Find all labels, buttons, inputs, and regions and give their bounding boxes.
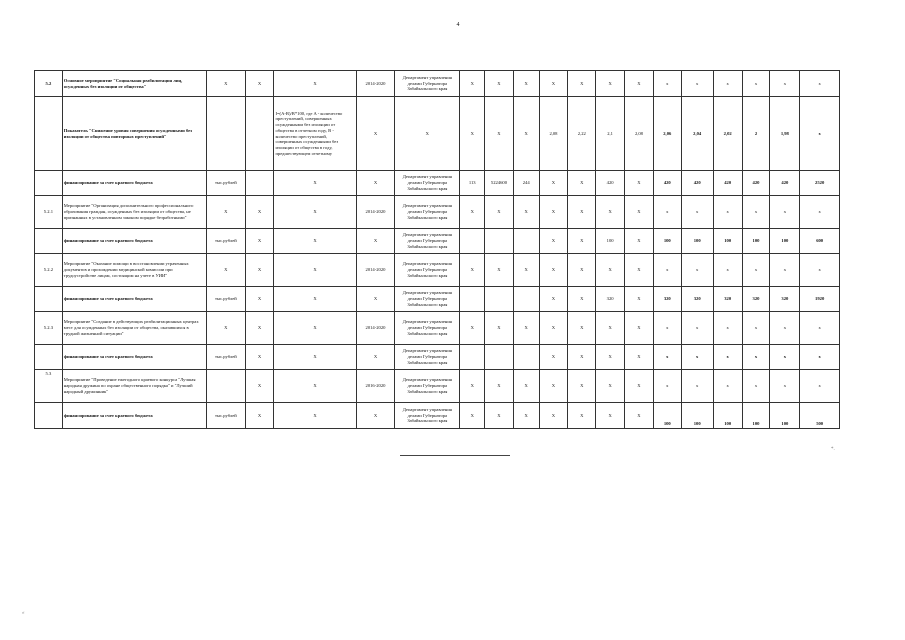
table-cell: X: [625, 370, 654, 403]
measure-row: [35, 196, 840, 229]
table-cell: 420: [770, 171, 800, 196]
table-cell: x: [713, 254, 742, 287]
table-cell: x: [800, 345, 840, 370]
table-cell: 320: [596, 287, 625, 312]
table-cell: 5.2.3: [35, 312, 63, 345]
table-cell: [513, 345, 539, 370]
table-cell: X: [356, 97, 394, 171]
table-cell: [207, 370, 245, 403]
table-cell: x: [653, 370, 681, 403]
table-cell: X: [539, 287, 568, 312]
table-cell: Департамент управления делами Губернатора Забайкальского края: [395, 345, 460, 370]
measure-row: [35, 254, 840, 287]
table-cell: тыс.рублей: [207, 345, 245, 370]
table-cell: тыс.рублей: [207, 229, 245, 254]
financing-row: [35, 287, 840, 312]
table-cell: X: [568, 254, 596, 287]
table-cell: X: [513, 370, 539, 403]
table-cell: X: [245, 287, 274, 312]
table-cell: Департамент управления делами Губернатора Забайкальского края: [395, 287, 460, 312]
table-cell: x: [653, 254, 681, 287]
table-cell: x: [681, 71, 713, 97]
table-cell: [460, 229, 485, 254]
table-cell: 100: [770, 229, 800, 254]
table-cell: 320: [742, 287, 770, 312]
table-cell: Департамент управления делами Губернатора Забайкальского края: [395, 196, 460, 229]
table-cell: X: [274, 287, 356, 312]
table-cell: x: [713, 312, 742, 345]
table-cell: [245, 97, 274, 171]
table-cell: 600: [800, 229, 840, 254]
table-cell: Мероприятие "Организация дополнительного профессионального образования граждан, осужденных без изоляции от общества, не признанных в установленном законом порядке безработными": [62, 196, 206, 229]
table-cell: X: [356, 171, 394, 196]
table-cell: X: [245, 345, 274, 370]
table-cell: 420: [596, 171, 625, 196]
table-cell: 2,06: [653, 97, 681, 171]
table-cell: X: [539, 71, 568, 97]
table-cell: x: [653, 345, 681, 370]
financing-row: [35, 403, 840, 429]
table-cell: 100: [653, 229, 681, 254]
table-cell: X: [207, 312, 245, 345]
table-cell: финансирование за счет краевого бюджета: [62, 229, 206, 254]
table-cell: 100: [770, 403, 800, 429]
table-cell: 5.2.2: [35, 254, 63, 287]
table-cell: X: [274, 71, 356, 97]
table-cell: [35, 403, 63, 429]
table-cell: X: [274, 312, 356, 345]
table-cell: x: [742, 345, 770, 370]
table-cell: X: [625, 71, 654, 97]
table-cell: X: [539, 229, 568, 254]
table-cell: [460, 287, 485, 312]
table-cell: 2520: [800, 171, 840, 196]
table-cell: 100: [681, 403, 713, 429]
table-cell: X: [539, 196, 568, 229]
table-cell: X: [245, 312, 274, 345]
table-cell: 5.2.1: [35, 196, 63, 229]
table-cell: 2,08: [625, 97, 654, 171]
corner-mark: *.: [831, 447, 835, 452]
table-cell: X: [539, 171, 568, 196]
table-cell: X: [274, 171, 356, 196]
table-cell: x: [681, 370, 713, 403]
table-cell: X: [539, 403, 568, 429]
table-cell: 2,1: [596, 97, 625, 171]
table-body: [35, 71, 840, 429]
table-cell: 1,98: [770, 97, 800, 171]
table-cell: X: [625, 312, 654, 345]
table-cell: финансирование за счет краевого бюджета: [62, 287, 206, 312]
table-cell: [513, 229, 539, 254]
table-cell: x: [800, 196, 840, 229]
table-cell: 113: [460, 171, 485, 196]
table-cell: X: [485, 312, 514, 345]
table-cell: x: [681, 196, 713, 229]
table-cell: X: [513, 312, 539, 345]
table-cell: X: [513, 71, 539, 97]
table-cell: x: [713, 345, 742, 370]
table-cell: x: [653, 71, 681, 97]
table-cell: Показатель "Снижение уровня совершения осужденными без изоляции от общества повторных преступлений": [62, 97, 206, 171]
table-cell: X: [596, 403, 625, 429]
table-cell: x: [742, 370, 770, 403]
table-cell: x: [653, 312, 681, 345]
table-cell: x: [681, 345, 713, 370]
table-cell: X: [568, 171, 596, 196]
table-cell: X: [539, 312, 568, 345]
table-cell: 320: [713, 287, 742, 312]
table-cell: X: [596, 345, 625, 370]
table-cell: X: [568, 403, 596, 429]
table-cell: x: [681, 312, 713, 345]
table-cell: I=(A-B)/B*100, где A - количество преступлений, совершенных осужденными без изоляции от общества в отчетном году, B - количество преступлений, совершенных осужденными без изоляции от общества в году, предшествующем отчетному: [274, 97, 356, 171]
financing-row: [35, 345, 840, 370]
table-cell: X: [274, 403, 356, 429]
table-cell: Департамент управления делами Губернатора Забайкальского края: [395, 370, 460, 403]
table-cell: тыс.рублей: [207, 403, 245, 429]
table-cell: X: [460, 97, 485, 171]
table-cell: 320: [770, 287, 800, 312]
table-cell: 100: [742, 403, 770, 429]
table-cell: [35, 287, 63, 312]
table-cell: X: [596, 370, 625, 403]
table-cell: X: [245, 254, 274, 287]
table-cell: 320: [653, 287, 681, 312]
table-cell: x: [800, 97, 840, 171]
table-cell: x: [742, 312, 770, 345]
table-cell: X: [485, 403, 514, 429]
table-cell: X: [356, 287, 394, 312]
table-cell: X: [460, 370, 485, 403]
table-cell: x: [800, 312, 840, 345]
table-cell: x: [713, 196, 742, 229]
table-cell: 500: [800, 403, 840, 429]
table-cell: x: [770, 312, 800, 345]
table-cell: финансирование за счет краевого бюджета: [62, 171, 206, 196]
table-cell: X: [460, 71, 485, 97]
table-cell: X: [568, 71, 596, 97]
table-cell: 2014-2020: [356, 196, 394, 229]
table-cell: Департамент управления делами Губернатора Забайкальского края: [395, 403, 460, 429]
table-cell: X: [625, 403, 654, 429]
signature-line: [400, 455, 510, 456]
table-cell: x: [770, 345, 800, 370]
table-cell: X: [460, 312, 485, 345]
table-cell: X: [568, 345, 596, 370]
table-cell: 420: [742, 171, 770, 196]
scan-mark: ᵃᶠ: [22, 612, 25, 617]
table-cell: 420: [653, 171, 681, 196]
table-cell: X: [539, 254, 568, 287]
table-cell: Департамент управления делами Губернатора Забайкальского края: [395, 254, 460, 287]
table-cell: X: [245, 370, 274, 403]
measure-row: [35, 312, 840, 345]
table-cell: 2,04: [681, 97, 713, 171]
table-cell: X: [596, 312, 625, 345]
table-cell: X: [625, 345, 654, 370]
table-cell: X: [539, 345, 568, 370]
financing-row: [35, 229, 840, 254]
table-cell: x: [713, 370, 742, 403]
table-cell: 100: [596, 229, 625, 254]
table-cell: 420: [681, 171, 713, 196]
table-cell: X: [356, 229, 394, 254]
table-cell: X: [207, 196, 245, 229]
table-cell: X: [485, 370, 514, 403]
table-cell: 320: [681, 287, 713, 312]
table-cell: [460, 345, 485, 370]
table-cell: 1920: [800, 287, 840, 312]
table-cell: X: [568, 229, 596, 254]
table-cell: X: [625, 254, 654, 287]
table-cell: 2014-2020: [356, 312, 394, 345]
table-cell: [485, 229, 514, 254]
table-cell: 100: [653, 403, 681, 429]
table-cell: Мероприятие "Проведение ежегодного краевого конкурса "Лучшая народная дружина по охране общественного порядка" и "Лучший народный дружинник": [62, 370, 206, 403]
table-cell: 2,08: [539, 97, 568, 171]
page-number: 4: [456, 22, 460, 28]
table-cell: Мероприятие "Создание в действующих реабилитационных центрах мест для осужденных без изоляции от общества, оказавшихся в трудной жизненной ситуации": [62, 312, 206, 345]
table-cell: X: [274, 345, 356, 370]
table-cell: Департамент управления делами Губернатора Забайкальского края: [395, 229, 460, 254]
table-cell: X: [513, 97, 539, 171]
table-cell: x: [800, 71, 840, 97]
table-cell: 5.2: [35, 71, 63, 97]
table-cell: X: [596, 196, 625, 229]
table-cell: X: [245, 403, 274, 429]
table-cell: [485, 287, 514, 312]
table-cell: X: [596, 254, 625, 287]
table-cell: X: [245, 196, 274, 229]
table-cell: X: [625, 287, 654, 312]
table-cell: 100: [713, 229, 742, 254]
table-cell: X: [245, 71, 274, 97]
table-cell: [513, 287, 539, 312]
table-cell: X: [568, 370, 596, 403]
table-cell: X: [207, 71, 245, 97]
table-cell: X: [485, 254, 514, 287]
table-cell: Основное мероприятие "Социальная реабилитация лиц, осужденных без изоляции от общества": [62, 71, 206, 97]
table-cell: X: [568, 196, 596, 229]
table-cell: x: [770, 254, 800, 287]
table-cell: 2,22: [568, 97, 596, 171]
table-cell: X: [596, 71, 625, 97]
table-cell: 100: [713, 403, 742, 429]
table-cell: X: [539, 370, 568, 403]
table-cell: X: [568, 287, 596, 312]
table-cell: X: [568, 312, 596, 345]
table-cell: X: [274, 229, 356, 254]
table-cell: X: [625, 196, 654, 229]
table-cell: X: [513, 254, 539, 287]
table-cell: X: [485, 97, 514, 171]
table-cell: X: [485, 71, 514, 97]
table-cell: финансирование за счет краевого бюджета: [62, 345, 206, 370]
table-cell: x: [742, 254, 770, 287]
table-cell: X: [625, 171, 654, 196]
measure-row: [35, 370, 840, 403]
table-cell: X: [513, 196, 539, 229]
table-cell: X: [513, 403, 539, 429]
table-cell: x: [770, 370, 800, 403]
table-cell: 100: [681, 229, 713, 254]
table-cell: x: [742, 71, 770, 97]
table-cell: x: [800, 254, 840, 287]
table-cell: [35, 171, 63, 196]
table-cell: тыс.рублей: [207, 287, 245, 312]
table-cell: X: [460, 196, 485, 229]
table-cell: x: [653, 196, 681, 229]
table-cell: X: [274, 254, 356, 287]
table-cell: 2016-2020: [356, 370, 394, 403]
table-cell: [245, 171, 274, 196]
table-cell: 2014-2020: [356, 254, 394, 287]
table-cell: [35, 345, 63, 370]
table-cell: X: [460, 403, 485, 429]
table-cell: X: [395, 97, 460, 171]
table-cell: 2: [742, 97, 770, 171]
table-cell: X: [274, 196, 356, 229]
table-cell: тыс.рублей: [207, 171, 245, 196]
table-cell: X: [625, 229, 654, 254]
table-cell: X: [485, 196, 514, 229]
table-cell: [35, 229, 63, 254]
table-cell: x: [770, 196, 800, 229]
table-cell: 5.3: [35, 370, 63, 403]
table-cell: 420: [713, 171, 742, 196]
table-cell: 5224600: [485, 171, 514, 196]
indicator-row: [35, 97, 840, 171]
table-cell: x: [681, 254, 713, 287]
table-cell: X: [274, 370, 356, 403]
table-cell: [207, 97, 245, 171]
table-cell: 2,02: [713, 97, 742, 171]
main-activity-row: [35, 71, 840, 97]
table-cell: x: [742, 196, 770, 229]
table-cell: X: [356, 345, 394, 370]
table-cell: финансирование за счет краевого бюджета: [62, 403, 206, 429]
table-cell: 2014-2020: [356, 71, 394, 97]
table-cell: x: [713, 71, 742, 97]
financing-row: [35, 171, 840, 196]
table-cell: X: [356, 403, 394, 429]
table-cell: Мероприятие "Оказание помощи в восстановлении утраченных документов и прохождении медицинской комиссии при трудоустройстве лицам, состоящим на учете в УИИ": [62, 254, 206, 287]
table-cell: 244: [513, 171, 539, 196]
table-cell: [35, 97, 63, 171]
table-cell: X: [207, 254, 245, 287]
table-cell: 100: [742, 229, 770, 254]
table-cell: X: [460, 254, 485, 287]
table-cell: [485, 345, 514, 370]
table-cell: Департамент управления делами Губернатора Забайкальского края: [395, 171, 460, 196]
table-cell: x: [800, 370, 840, 403]
table-cell: Департамент управления делами Губернатора Забайкальского края: [395, 71, 460, 97]
program-table: [34, 70, 840, 429]
table-cell: Департамент управления делами Губернатора Забайкальского края: [395, 312, 460, 345]
table-cell: X: [245, 229, 274, 254]
table-cell: x: [770, 71, 800, 97]
